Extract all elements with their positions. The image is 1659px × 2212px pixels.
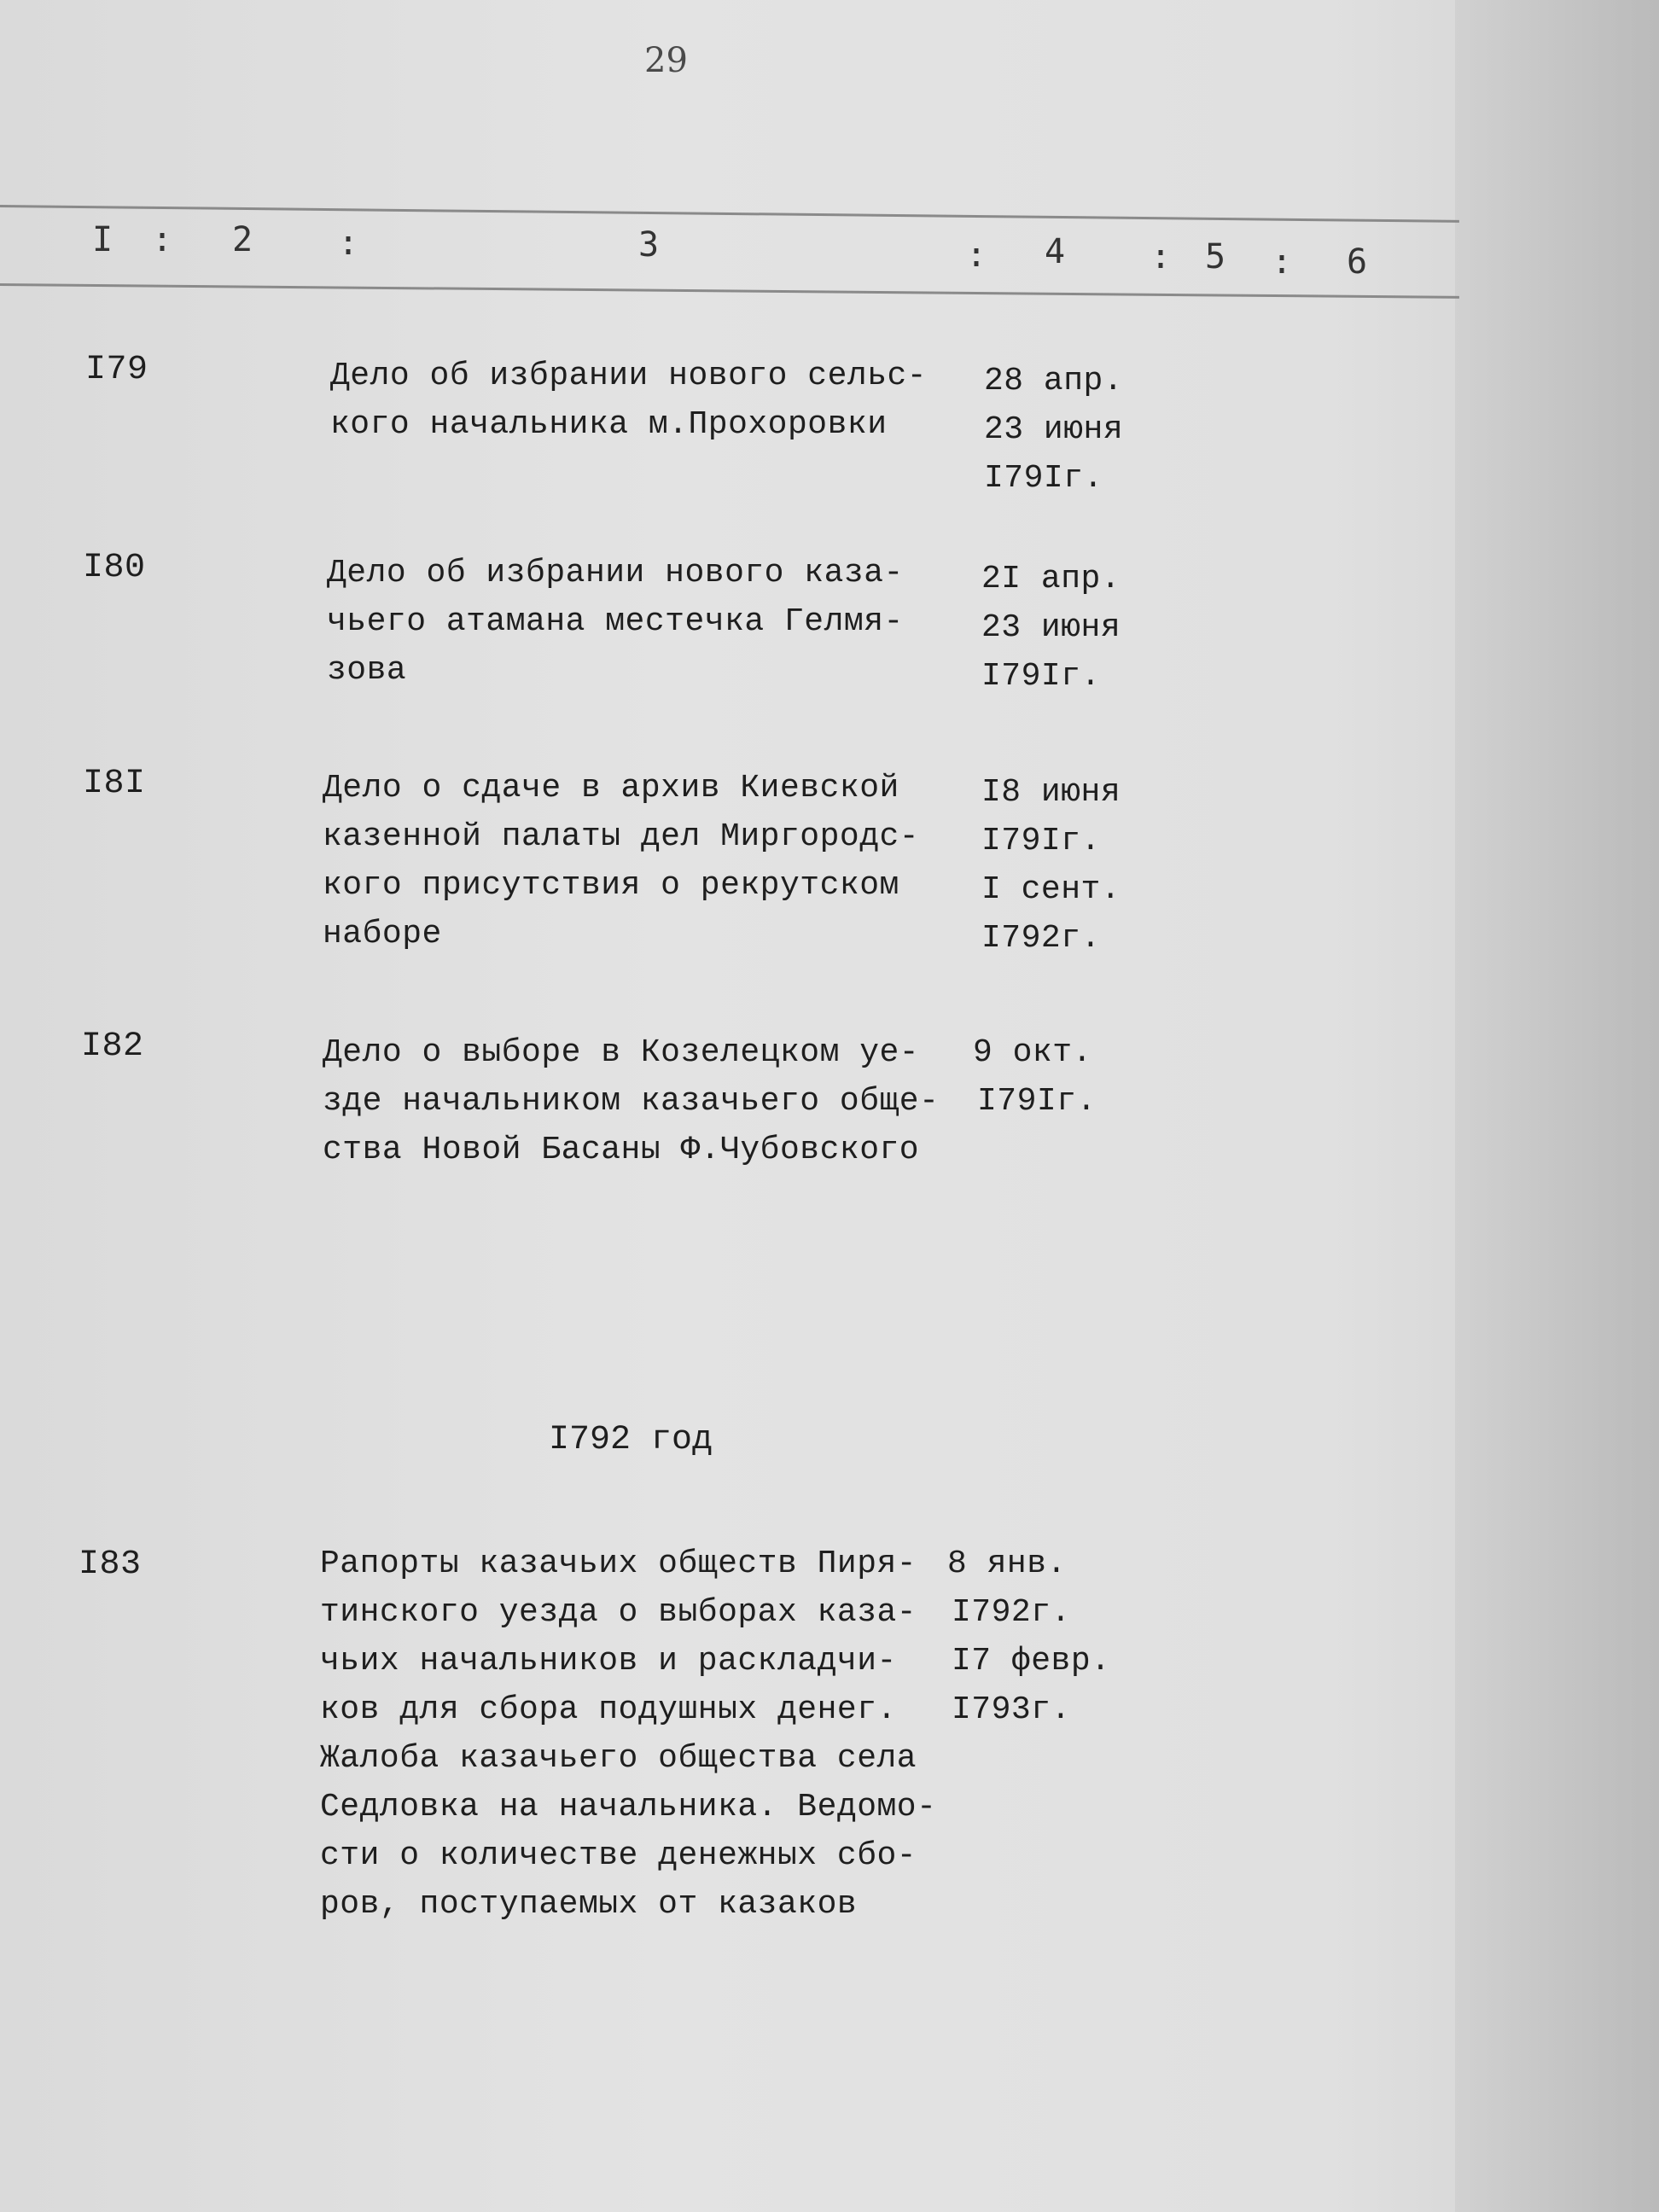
page-edge-shadow [1455, 0, 1659, 2212]
entry-number: I83 [79, 1545, 142, 1584]
entry-date-line: I79Iг. [984, 460, 1103, 497]
column-header-2: 2 [232, 220, 253, 259]
entry-number: I82 [81, 1027, 144, 1066]
entry-title-line: ков для сбора подушных денег. [320, 1691, 897, 1728]
column-separator: : [338, 224, 359, 263]
entry-title-line: ства Новой Басаны Ф.Чубовского [323, 1132, 920, 1168]
entry-title-line: Дело о сдаче в архив Киевской [323, 770, 899, 806]
entry-title-line: кого начальника м.Прохоровки [330, 406, 888, 443]
entry-date-line: 23 июня [981, 609, 1121, 646]
entry-title-line: ров, поступаемых от казаков [320, 1886, 858, 1923]
header-rule-bottom [0, 283, 1459, 299]
entry-title-line: зде начальником казачьего обще- [323, 1083, 940, 1120]
entry-title-line: казенной палаты дел Миргородс- [323, 818, 920, 855]
entry-date-line: I792г. [952, 1594, 1071, 1631]
column-header-3: 3 [638, 225, 660, 265]
entry-title-line: Дело об избрании нового каза- [327, 555, 904, 591]
entry-title-line: Дело об избрании нового сельс- [330, 358, 928, 394]
entry-date-line: I79Iг. [981, 823, 1101, 859]
column-header-6: 6 [1347, 242, 1368, 282]
column-separator: : [1272, 242, 1293, 282]
page-number: 29 [644, 41, 688, 80]
entry-date-line: I79Iг. [981, 658, 1101, 695]
entry-number: I8I [83, 765, 146, 803]
column-separator: : [966, 236, 987, 275]
entry-title-line: чьего атамана местечка Гелмя- [327, 603, 904, 640]
entry-title-line: тинского уезда о выборах каза- [320, 1594, 917, 1631]
column-header-4: 4 [1045, 232, 1066, 271]
column-separator: : [1150, 237, 1172, 276]
entry-date-line: 2I апр. [981, 561, 1121, 597]
entry-title-line: зова [327, 652, 407, 689]
header-rule-top [0, 205, 1459, 223]
entry-title-line: наборе [323, 916, 442, 952]
entry-date-line: 8 янв. [947, 1545, 1067, 1582]
column-header-1: I [92, 220, 114, 259]
column-separator: : [152, 220, 173, 259]
entry-title-line: сти о количестве денежных сбо- [320, 1837, 917, 1874]
entry-number: I80 [83, 549, 146, 587]
entry-title-line: кого присутствия о рекрутском [323, 867, 899, 904]
entry-date-line: I7 февр. [952, 1643, 1111, 1679]
entry-title-line: Рапорты казачьих обществ Пиря- [320, 1545, 917, 1582]
entry-date-line: 28 апр. [984, 363, 1124, 399]
entry-date-line: I792г. [981, 920, 1101, 957]
entry-date-line: I793г. [952, 1691, 1071, 1728]
entry-title-line: Жалоба казачьего общества села [320, 1740, 917, 1777]
entry-date-line: I сент. [981, 871, 1121, 908]
entry-date-line: I79Iг. [977, 1083, 1097, 1120]
entry-number: I79 [85, 351, 148, 389]
entry-date-line: 23 июня [984, 411, 1124, 448]
entry-title-line: чьих начальников и раскладчи- [320, 1643, 897, 1679]
column-header-5: 5 [1205, 237, 1226, 276]
entry-date-line: 9 окт. [973, 1034, 1092, 1071]
entry-date-line: I8 июня [981, 774, 1121, 811]
entry-title-line: Седловка на начальника. Ведомо- [320, 1789, 937, 1825]
year-heading: I792 год [549, 1421, 713, 1459]
entry-title-line: Дело о выборе в Козелецком уе- [323, 1034, 920, 1071]
